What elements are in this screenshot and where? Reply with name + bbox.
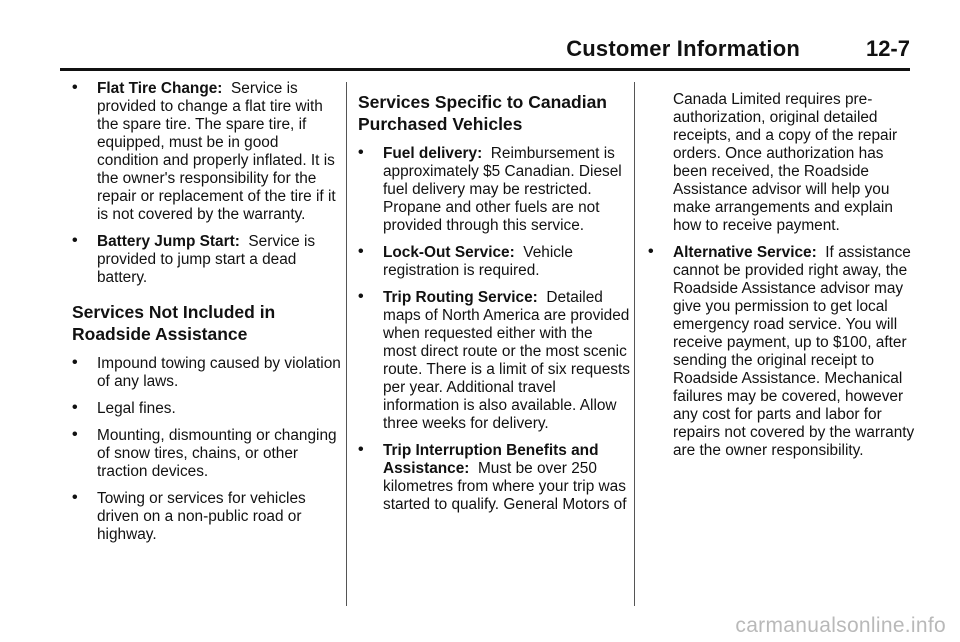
page-header [60,34,910,71]
bullet-icon: • [358,243,364,260]
item-lead: Trip Routing Service: [383,289,538,306]
bullet-icon: • [72,489,78,506]
column-2 [358,80,630,606]
item-text: Vehicle registration is required. [383,244,573,279]
item-text: Impound towing caused by violation of any laws. [97,355,341,390]
item-text: Service is provided to change a flat tire with the spare tire. The spare tire, if equipped, must be in good condition and properly inflated. It is the owner's responsibility for the repair or replacement of the tire if it is not covered by the warranty. [97,80,336,223]
bullet-icon: • [72,232,78,249]
bullet-icon: • [72,79,78,96]
item-lead: Alternative Service: [673,244,817,261]
exclusion-list [72,355,342,544]
item-lead: Trip Interruption Benefits and Assistance: [383,442,599,477]
column-divider [634,82,635,606]
continuation-text: Canada Limited requires pre-authorization, original detailed receipts, and a copy of the repair orders. Once authorization has been received, the Roadside Assistance advisor will help you make arrangements and explain how to receive payment. [673,91,898,234]
item-lead: Flat Tire Change: [97,80,223,97]
list-item [648,244,918,460]
list-item [72,400,342,418]
list-item [358,244,630,280]
column-1 [72,80,342,606]
bullet-icon: • [72,426,78,443]
service-list [72,80,342,287]
watermark: carmanualsonline.info [735,614,946,637]
item-text: Service is provided to jump start a dead battery. [97,233,316,286]
item-text: Legal fines. [97,400,176,417]
item-text: Mounting, dismounting or changing of snow tires, chains, or other traction devices. [97,427,337,480]
item-lead: Lock-Out Service: [383,244,515,261]
list-item [72,355,342,391]
section-title: Customer Information [566,36,800,61]
list-item [72,80,342,224]
list-item [72,233,342,287]
item-text: Reimbursement is approximately $5 Canadian. Diesel fuel delivery may be restricted. Propane and other fuels are not provided through this service. [383,145,622,234]
list-item [72,427,342,481]
bullet-icon: • [72,354,78,371]
item-text: Must be over 250 kilometres from where your trip was started to qualify. General Motors of [383,460,627,513]
alternative-service-list [648,244,918,460]
page-number: 12-7 [865,36,910,61]
section-heading: Services Not Included in Roadside Assistance [72,302,276,344]
canadian-service-list [358,145,630,514]
list-item [72,490,342,544]
section-heading: Services Specific to Canadian Purchased Vehicles [358,92,607,134]
item-text: Detailed maps of North America are provided when requested either with the most direct route or the most scenic route. There is a limit of six requests per year. Additional travel information is also available. Allow three weeks for delivery. [383,289,630,432]
bullet-icon: • [358,441,364,458]
column-divider [346,82,347,606]
item-lead: Fuel delivery: [383,145,483,162]
bullet-icon: • [648,243,654,260]
item-text: Towing or services for vehicles driven on a non-public road or highway. [97,490,306,543]
bullet-icon: • [72,399,78,416]
list-item [358,145,630,235]
list-item [358,289,630,433]
bullet-icon: • [358,288,364,305]
list-item [358,442,630,514]
column-3 [648,80,918,606]
bullet-icon: • [358,144,364,161]
item-lead: Battery Jump Start: [97,233,240,250]
item-text: If assistance cannot be provided right away, the Roadside Assistance advisor may give you permission to get local emergency road service. You will receive payment, up to $100, after sending the original receipt to Roadside Assistance. Mechanical failures may be covered, however any cost for parts and labor for repairs not covered by the warranty are the owner responsibility. [673,244,915,459]
